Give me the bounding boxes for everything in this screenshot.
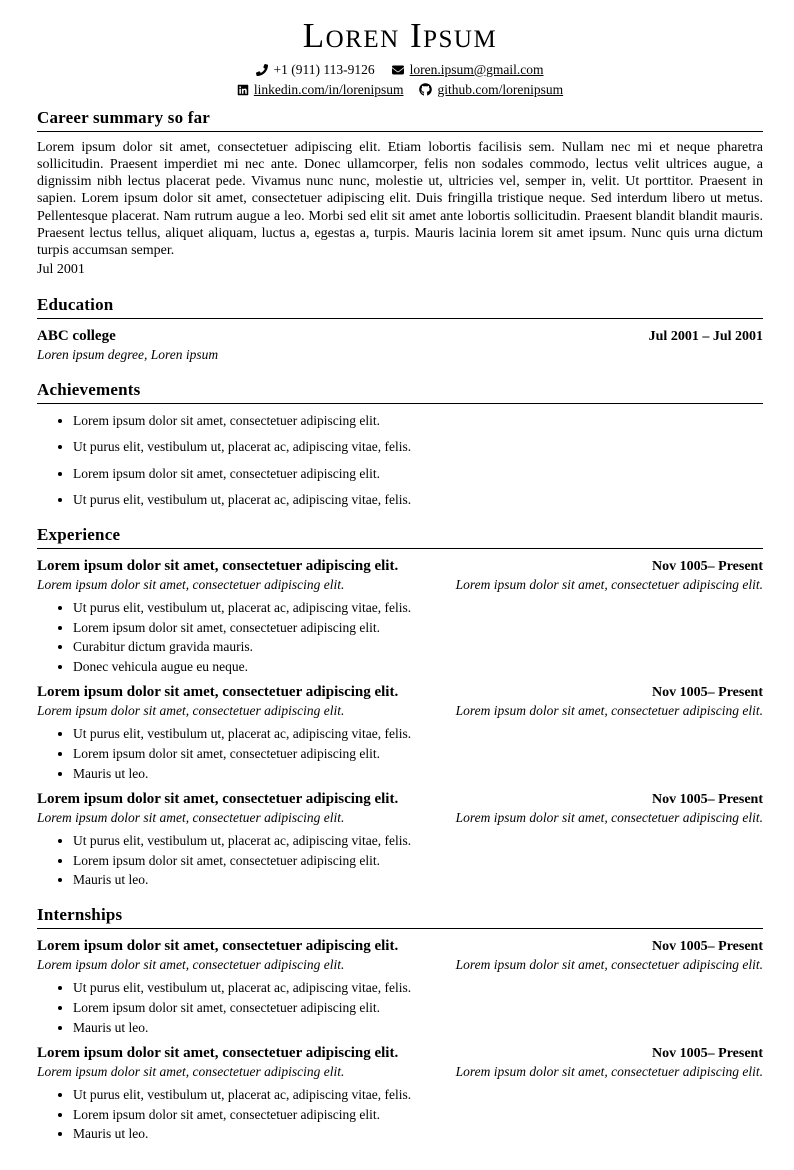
education-degree-row <box>37 347 763 363</box>
github-icon <box>419 83 432 96</box>
experience-entry <box>37 791 763 889</box>
person-name: Loren Ipsum <box>302 16 498 55</box>
envelope-icon <box>391 64 405 76</box>
section-title-internships: Internships <box>37 905 763 929</box>
education-dates: Jul 2001 – Jul 2001 <box>648 329 763 345</box>
github-link[interactable] <box>419 82 563 98</box>
internship-entry <box>37 1045 763 1143</box>
role-dates: Nov 1005– Present <box>652 1045 763 1061</box>
bullet-item: • Lorem ipsum dolor sit amet, consectetuer adipiscing elit. <box>73 1000 763 1016</box>
phone-contact <box>256 62 374 78</box>
role-title: Lorem ipsum dolor sit amet, consectetuer adipiscing elit. <box>37 938 399 955</box>
bullet-item: • Ut purus elit, vestibulum ut, placerat ac, adipiscing vitae, felis. <box>73 980 763 996</box>
achievement-item: • Lorem ipsum dolor sit amet, consectetuer adipiscing elit. <box>73 466 763 482</box>
role-subtitle-right: Lorem ipsum dolor sit amet, consectetuer adipiscing elit. <box>455 809 763 825</box>
role-subtitle-left: Lorem ipsum dolor sit amet, consectetuer adipiscing elit. <box>37 957 345 973</box>
role-subtitle-left: Lorem ipsum dolor sit amet, consectetuer adipiscing elit. <box>37 703 345 719</box>
resume-header <box>37 18 763 98</box>
role-subtitle-left: Lorem ipsum dolor sit amet, consectetuer adipiscing elit. <box>37 577 345 593</box>
education-section <box>37 295 763 363</box>
role-title: Lorem ipsum dolor sit amet, consectetuer adipiscing elit. <box>37 684 399 701</box>
internships-section <box>37 905 763 1142</box>
achievements-list <box>37 413 763 508</box>
summary-date: Jul 2001 <box>37 262 85 278</box>
experience-section <box>37 525 763 888</box>
section-title-education: Education <box>37 295 763 319</box>
internship-entry <box>37 938 763 1036</box>
achievement-item: • Ut purus elit, vestibulum ut, placerat ac, adipiscing vitae, felis. <box>73 492 763 508</box>
role-bullets <box>37 1087 763 1143</box>
school-name: ABC college <box>37 328 116 345</box>
phone-number: +1 (911) 113-9126 <box>273 61 375 77</box>
achievement-item: • Lorem ipsum dolor sit amet, consectetuer adipiscing elit. <box>73 413 763 429</box>
role-dates: Nov 1005– Present <box>652 791 763 807</box>
bullet-item: • Ut purus elit, vestibulum ut, placerat ac, adipiscing vitae, felis. <box>73 726 763 742</box>
section-title-summary: Career summary so far <box>37 108 763 132</box>
bullet-item: • Mauris ut leo. <box>73 872 763 888</box>
role-bullets <box>37 600 763 675</box>
role-dates: Nov 1005– Present <box>652 685 763 701</box>
degree-name: Loren ipsum degree, Loren ipsum <box>37 347 219 363</box>
bullet-item: • Ut purus elit, vestibulum ut, placerat ac, adipiscing vitae, felis. <box>73 833 763 849</box>
role-bullets <box>37 833 763 889</box>
bullet-item: • Lorem ipsum dolor sit amet, consectetuer adipiscing elit. <box>73 620 763 636</box>
bullet-item: • Lorem ipsum dolor sit amet, consectetuer adipiscing elit. <box>73 1107 763 1123</box>
role-dates: Nov 1005– Present <box>652 939 763 955</box>
achievements-section <box>37 380 763 508</box>
experience-entry <box>37 558 763 675</box>
role-bullets <box>37 726 763 782</box>
section-title-experience: Experience <box>37 525 763 549</box>
bullet-item: • Curabitur dictum gravida mauris. <box>73 639 763 655</box>
role-subtitle-right: Lorem ipsum dolor sit amet, consectetuer adipiscing elit. <box>455 957 763 973</box>
role-subtitle-left: Lorem ipsum dolor sit amet, consectetuer adipiscing elit. <box>37 809 345 825</box>
bullet-item: • Ut purus elit, vestibulum ut, placerat ac, adipiscing vitae, felis. <box>73 1087 763 1103</box>
role-subtitle-right: Lorem ipsum dolor sit amet, consectetuer adipiscing elit. <box>455 1063 763 1079</box>
role-dates: Nov 1005– Present <box>652 559 763 575</box>
achievement-item: • Ut purus elit, vestibulum ut, placerat ac, adipiscing vitae, felis. <box>73 439 763 455</box>
role-title: Lorem ipsum dolor sit amet, consectetuer adipiscing elit. <box>37 558 399 575</box>
phone-icon <box>256 64 268 76</box>
contact-row-2 <box>37 82 763 98</box>
email-link[interactable] <box>391 62 544 78</box>
linkedin-link[interactable] <box>237 82 404 98</box>
bullet-item: • Mauris ut leo. <box>73 766 763 782</box>
bullet-item: • Mauris ut leo. <box>73 1020 763 1036</box>
bullet-item: • Lorem ipsum dolor sit amet, consectetuer adipiscing elit. <box>73 746 763 762</box>
role-subtitle-right: Lorem ipsum dolor sit amet, consectetuer adipiscing elit. <box>455 703 763 719</box>
bullet-item: • Donec vehicula augue eu neque. <box>73 659 763 675</box>
email-address: loren.ipsum@gmail.com <box>409 61 544 77</box>
role-subtitle-right: Lorem ipsum dolor sit amet, consectetuer adipiscing elit. <box>455 577 763 593</box>
linkedin-url: linkedin.com/in/lorenipsum <box>253 81 404 97</box>
education-entry <box>37 328 763 345</box>
summary-text: Lorem ipsum dolor sit amet, consectetuer adipiscing elit. Etiam lobortis facilisis sem. Nullam nec mi et neque pharetra sollicitudin. Praesent imperdiet mi nec ante. Donec ullamcorper, felis non sodales commodo, lectus velit ultrices augue, a dignissim nibh lectus placerat pede. Vivamus nunc nunc, molestie ut, ultricies vel, semper in, velit. Ut porttitor. Praesent in sapien. Lorem ipsum dolor sit amet, consectetuer adipiscing elit. Duis fringilla tristique neque. Sed interdum libero ut metus. Pellentesque placerat. Nam rutrum augue a leo. Morbi sed elit sit amet ante lobortis sollicitudin. Praesent blandit blandit mauris. Praesent lectus tellus, aliquet aliquam, luctus a, egestas a, turpis. Mauris lacinia lorem sit amet ipsum. Nunc quis urna dictum turpis accumsan semper. <box>37 139 763 259</box>
bullet-item: • Lorem ipsum dolor sit amet, consectetuer adipiscing elit. <box>73 853 763 869</box>
linkedin-icon <box>237 84 249 96</box>
bullet-item: • Mauris ut leo. <box>73 1126 763 1142</box>
experience-entry <box>37 684 763 782</box>
section-title-achievements: Achievements <box>37 380 763 404</box>
role-title: Lorem ipsum dolor sit amet, consectetuer adipiscing elit. <box>37 1044 399 1061</box>
bullet-item: • Ut purus elit, vestibulum ut, placerat ac, adipiscing vitae, felis. <box>73 600 763 616</box>
role-title: Lorem ipsum dolor sit amet, consectetuer adipiscing elit. <box>37 790 399 807</box>
role-subtitle-left: Lorem ipsum dolor sit amet, consectetuer adipiscing elit. <box>37 1063 345 1079</box>
github-url: github.com/lorenipsum <box>437 81 564 97</box>
summary-section <box>37 108 763 279</box>
contact-row-1 <box>37 62 763 78</box>
